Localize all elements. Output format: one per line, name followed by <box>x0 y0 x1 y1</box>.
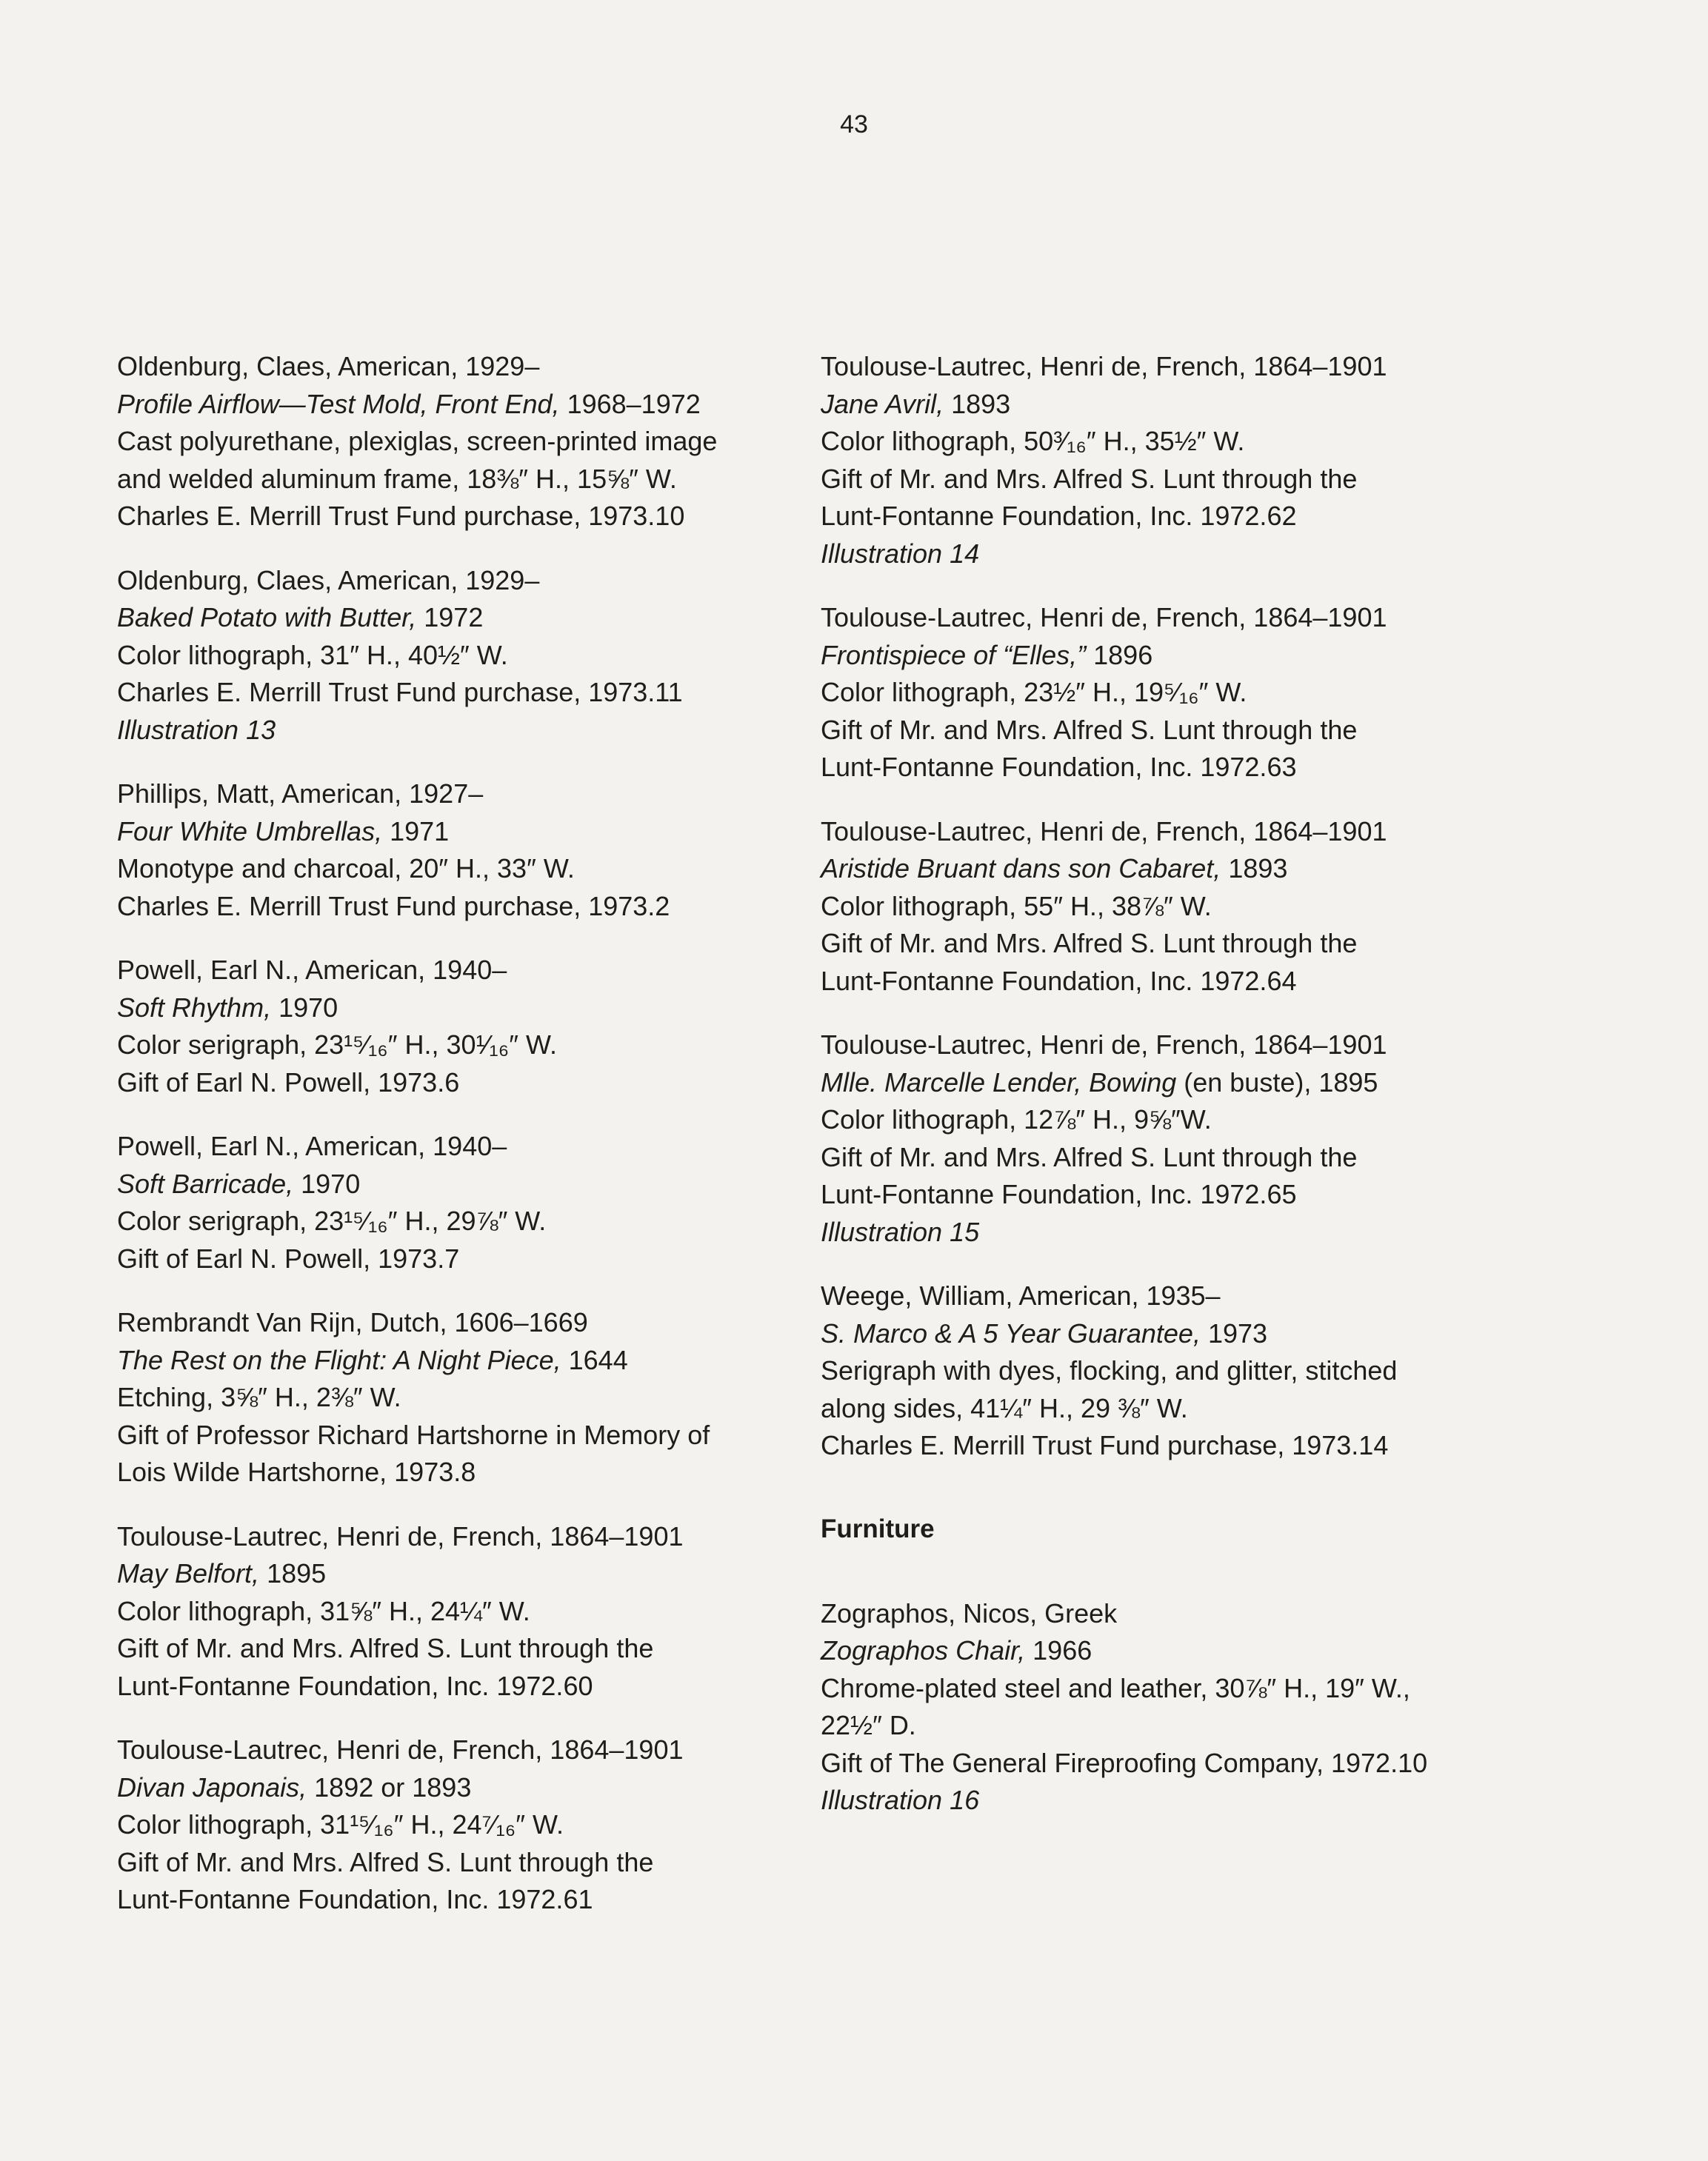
entry-artist: Toulouse-Lautrec, Henri de, French, 1864–1901 <box>117 1520 684 1552</box>
entry-artist: Powell, Earl N., American, 1940– <box>117 1131 507 1161</box>
catalog-entry <box>821 1277 1487 1465</box>
entry-title: Soft Rhythm, <box>117 992 272 1023</box>
entry-detail: Color lithograph, 55″ H., 38⅞″ W. <box>821 890 1212 921</box>
entry-artist: Weege, William, American, 1935– <box>821 1280 1221 1311</box>
entry-title-line <box>117 813 784 851</box>
entry-title-line <box>821 637 1487 675</box>
catalog-entry <box>821 813 1487 1001</box>
entry-detail: Monotype and charcoal, 20″ H., 33″ W. <box>117 853 575 884</box>
entry-detail: Gift of Mr. and Mrs. Alfred S. Lunt through the <box>117 1633 654 1663</box>
entry-title: May Belfort, <box>117 1558 260 1589</box>
entry-detail: along sides, 41¼″ H., 29 ⅜″ W. <box>821 1392 1188 1423</box>
entry-title-line <box>821 1064 1487 1102</box>
entry-title: Soft Barricade, <box>117 1168 294 1199</box>
entry-date: 1968–1972 <box>559 388 701 419</box>
entry-title-line <box>821 850 1487 888</box>
entry-date: 1895 <box>259 1558 327 1589</box>
entry-detail: Serigraph with dyes, flocking, and glitter, stitched <box>821 1355 1398 1386</box>
entry-detail: Gift of Mr. and Mrs. Alfred S. Lunt through the <box>117 1846 654 1877</box>
entry-date: 1644 <box>561 1344 628 1375</box>
entry-detail: Chrome-plated steel and leather, 30⅞″ H., 19″ W., <box>821 1672 1410 1703</box>
catalog-entry <box>821 1026 1487 1251</box>
entry-detail: Gift of Mr. and Mrs. Alfred S. Lunt through the <box>821 928 1358 958</box>
entry-detail: Charles E. Merrill Trust Fund purchase, 1973.10 <box>117 501 685 531</box>
furniture-entries <box>821 1595 1487 1820</box>
entry-artist: Oldenburg, Claes, American, 1929– <box>117 351 540 381</box>
entry-title-line <box>117 1166 784 1203</box>
right-column <box>821 348 1487 1846</box>
catalog-entry <box>821 599 1487 786</box>
entry-detail: 22½″ D. <box>821 1710 916 1740</box>
entry-date: 1970 <box>271 992 338 1023</box>
entry-detail: Color lithograph, 50³⁄₁₆″ H., 35½″ W. <box>821 426 1245 456</box>
entry-date: 1973 <box>1200 1317 1268 1349</box>
entry-date: 1893 <box>944 388 1011 419</box>
catalog-entry <box>821 348 1487 572</box>
entry-artist: Zographos, Nicos, Greek <box>821 1597 1118 1629</box>
entry-date: (en buste), 1895 <box>1176 1066 1378 1098</box>
entry-artist: Rembrandt Van Rijn, Dutch, 1606–1669 <box>117 1307 588 1337</box>
entry-title: S. Marco & A 5 Year Guarantee, <box>821 1317 1201 1349</box>
entry-title: Divan Japonais, <box>117 1771 307 1803</box>
entry-detail: Charles E. Merrill Trust Fund purchase, 1973.2 <box>117 890 670 921</box>
entry-title-line <box>821 1632 1487 1670</box>
catalog-entry <box>117 1128 784 1277</box>
entry-title: Baked Potato with Butter, <box>117 602 417 632</box>
catalog-entry <box>117 952 784 1101</box>
entry-detail: Gift of Professor Richard Hartshorne in Memory of <box>117 1419 710 1450</box>
entry-date: 1966 <box>1025 1635 1092 1666</box>
entry-detail: Gift of Earl N. Powell, 1973.7 <box>117 1243 460 1274</box>
entry-detail: Charles E. Merrill Trust Fund purchase, 1973.11 <box>117 677 683 707</box>
entry-artist: Phillips, Matt, American, 1927– <box>117 778 484 809</box>
entry-date: 1971 <box>382 815 450 846</box>
entry-detail: Lunt-Fontanne Foundation, Inc. 1972.61 <box>117 1884 593 1914</box>
entry-detail: Lunt-Fontanne Foundation, Inc. 1972.60 <box>117 1670 593 1701</box>
section-heading-furniture: Furniture <box>821 1514 935 1543</box>
entry-title: Profile Airflow—Test Mold, Front End, <box>117 388 560 419</box>
entry-detail: and welded aluminum frame, 18⅜″ H., 15⅝″ W. <box>117 463 677 494</box>
catalog-entry <box>117 1304 784 1492</box>
entry-detail: Etching, 3⅝″ H., 2⅜″ W. <box>117 1382 401 1412</box>
entry-detail: Gift of The General Fireproofing Company, 1972.10 <box>821 1747 1428 1778</box>
catalog-entry <box>117 1731 784 1919</box>
entry-date: 1892 or 1893 <box>307 1771 472 1803</box>
entry-detail: Cast polyurethane, plexiglas, screen-printed image <box>117 426 718 456</box>
page-number: 43 <box>840 110 868 138</box>
entry-detail: Color lithograph, 12⅞″ H., 9⅝″W. <box>821 1104 1212 1135</box>
catalog-entry <box>117 1518 784 1706</box>
entry-artist: Toulouse-Lautrec, Henri de, French, 1864–1901 <box>821 1029 1387 1060</box>
entry-artist: Toulouse-Lautrec, Henri de, French, 1864–1901 <box>821 815 1387 846</box>
entry-title: Frontispiece of “Elles,” <box>821 639 1087 670</box>
entry-artist: Toulouse-Lautrec, Henri de, French, 1864–1901 <box>821 351 1387 381</box>
entry-detail: Gift of Earl N. Powell, 1973.6 <box>117 1066 460 1098</box>
entry-date: 1970 <box>293 1168 361 1199</box>
entry-artist: Toulouse-Lautrec, Henri de, French, 1864–1901 <box>117 1734 684 1765</box>
entry-date: 1896 <box>1086 639 1153 670</box>
entry-title: The Rest on the Flight: A Night Piece, <box>117 1344 561 1375</box>
entry-title: Four White Umbrellas, <box>117 815 383 846</box>
entry-title: Mlle. Marcelle Lender, Bowing <box>821 1066 1177 1098</box>
entry-detail: Color serigraph, 23¹⁵⁄₁₆″ H., 29⅞″ W. <box>117 1206 547 1236</box>
entry-detail: Color lithograph, 31⅝″ H., 24¼″ W. <box>117 1595 530 1626</box>
entry-title: Aristide Bruant dans son Cabaret, <box>821 853 1221 884</box>
catalog-entry <box>821 1595 1487 1820</box>
entry-detail: Gift of Mr. and Mrs. Alfred S. Lunt through the <box>821 463 1358 494</box>
entry-detail: Color serigraph, 23¹⁵⁄₁₆″ H., 30¹⁄₁₆″ W. <box>117 1029 557 1060</box>
entry-illustration: Illustration 13 <box>117 714 276 745</box>
entry-title-line <box>117 599 784 637</box>
entry-detail: Color lithograph, 31¹⁵⁄₁₆″ H., 24⁷⁄₁₆″ W. <box>117 1809 564 1840</box>
entry-detail: Lunt-Fontanne Foundation, Inc. 1972.64 <box>821 965 1297 996</box>
entry-detail: Color lithograph, 23½″ H., 19⁵⁄₁₆″ W. <box>821 677 1247 707</box>
entry-illustration: Illustration 15 <box>821 1216 980 1247</box>
entry-detail: Charles E. Merrill Trust Fund purchase, 1973.14 <box>821 1430 1389 1460</box>
entry-title: Jane Avril, <box>821 388 944 419</box>
left-column <box>117 348 784 1945</box>
entry-date: 1972 <box>416 602 484 632</box>
entry-title-line <box>117 1769 784 1807</box>
entry-detail: Lunt-Fontanne Foundation, Inc. 1972.63 <box>821 752 1297 782</box>
catalog-entry <box>117 562 784 749</box>
entry-detail: Gift of Mr. and Mrs. Alfred S. Lunt through the <box>821 1141 1358 1172</box>
entry-artist: Toulouse-Lautrec, Henri de, French, 1864–1901 <box>821 602 1387 632</box>
catalog-entry <box>117 348 784 535</box>
entry-detail: Lois Wilde Hartshorne, 1973.8 <box>117 1457 476 1487</box>
entry-artist: Oldenburg, Claes, American, 1929– <box>117 564 540 595</box>
entry-title-line <box>117 989 784 1027</box>
entry-title-line <box>117 386 784 424</box>
entry-detail: Lunt-Fontanne Foundation, Inc. 1972.65 <box>821 1179 1297 1209</box>
entry-title-line <box>117 1342 784 1380</box>
entry-title-line <box>821 1315 1487 1353</box>
entry-detail: Gift of Mr. and Mrs. Alfred S. Lunt through the <box>821 714 1358 745</box>
entry-illustration: Illustration 16 <box>821 1785 980 1815</box>
entry-date: 1893 <box>1221 853 1288 884</box>
entry-title-line <box>821 386 1487 424</box>
catalog-entry <box>117 775 784 925</box>
entry-artist: Powell, Earl N., American, 1940– <box>117 955 507 985</box>
entry-detail: Color lithograph, 31″ H., 40½″ W. <box>117 639 508 670</box>
entry-illustration: Illustration 14 <box>821 538 980 569</box>
right-column-entries <box>821 348 1487 1465</box>
entry-title-line <box>117 1555 784 1593</box>
entry-detail: Lunt-Fontanne Foundation, Inc. 1972.62 <box>821 501 1297 531</box>
entry-title: Zographos Chair, <box>821 1635 1026 1666</box>
